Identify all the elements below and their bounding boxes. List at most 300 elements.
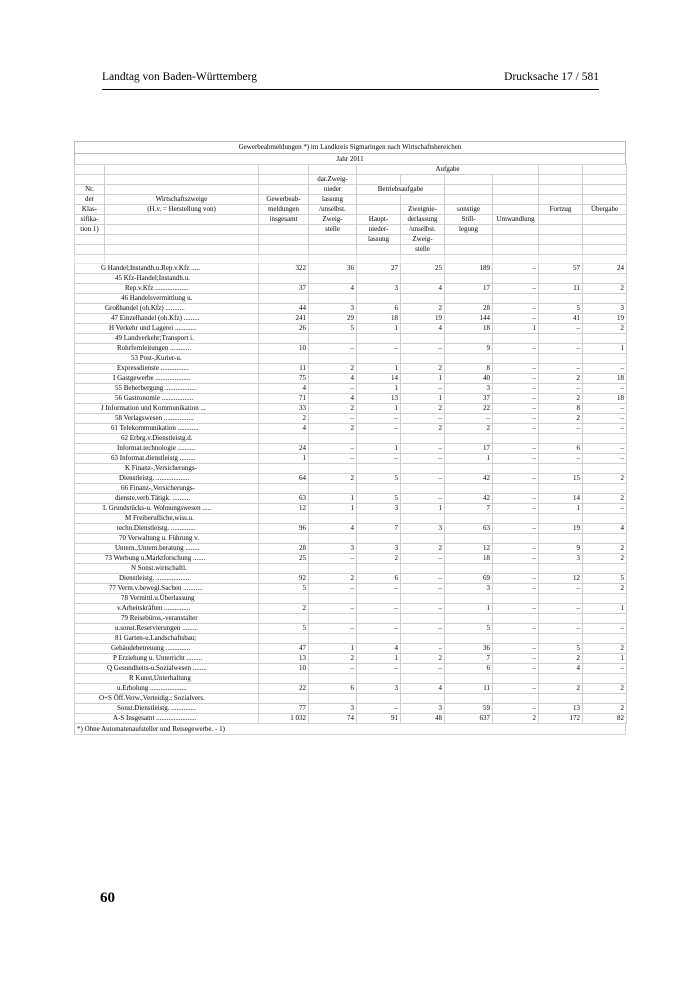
row-value xyxy=(583,434,627,444)
row-value: – xyxy=(539,344,583,354)
row-value: 2 xyxy=(583,544,627,554)
row-value: 77 xyxy=(259,704,309,714)
table-row xyxy=(75,344,627,354)
row-value xyxy=(539,594,583,604)
table-row xyxy=(75,464,627,474)
row-label: 49 Landverkehr;Transport i. xyxy=(75,334,259,344)
row-value: – xyxy=(309,604,357,614)
row-value xyxy=(259,334,309,344)
table-row xyxy=(75,354,627,364)
row-value xyxy=(357,434,401,444)
row-value: 24 xyxy=(583,264,627,274)
row-value: 36 xyxy=(309,264,357,274)
row-value: – xyxy=(493,284,539,294)
row-value xyxy=(401,434,445,444)
row-value: 12 xyxy=(445,544,493,554)
row-value: 2 xyxy=(583,684,627,694)
row-value: 6 xyxy=(539,444,583,454)
row-value: 2 xyxy=(309,474,357,484)
row-value: 22 xyxy=(259,684,309,694)
table-row xyxy=(75,274,627,284)
row-value xyxy=(309,434,357,444)
row-value: – xyxy=(309,344,357,354)
row-value: 2 xyxy=(539,654,583,664)
row-value xyxy=(539,434,583,444)
header-dar-4: /unselbst. xyxy=(309,205,357,215)
row-value xyxy=(583,334,627,344)
row-value xyxy=(445,354,493,364)
row-value xyxy=(493,694,539,704)
row-value: 1 xyxy=(401,374,445,384)
row-value xyxy=(309,514,357,524)
row-value: – xyxy=(539,384,583,394)
table-row xyxy=(75,624,627,634)
row-value: 17 xyxy=(445,444,493,454)
header-haupt-1: Haupt- xyxy=(357,215,401,225)
row-value xyxy=(357,534,401,544)
table-footnote: *) Ohne Automatenaufsteller und Reisegewerbe. - 1) xyxy=(74,724,626,735)
row-value: 33 xyxy=(259,404,309,414)
row-value xyxy=(309,294,357,304)
row-value xyxy=(259,534,309,544)
row-value: 1 xyxy=(357,364,401,374)
row-value: 10 xyxy=(259,344,309,354)
row-value xyxy=(401,674,445,684)
row-value: – xyxy=(583,404,627,414)
row-value: 6 xyxy=(445,664,493,674)
row-value: – xyxy=(401,454,445,464)
row-value xyxy=(583,274,627,284)
row-value: 41 xyxy=(539,314,583,324)
row-value: 3 xyxy=(539,554,583,564)
row-value: – xyxy=(401,624,445,634)
row-value xyxy=(445,294,493,304)
row-value: 2 xyxy=(583,554,627,564)
row-label: 79 Reisebüros,-veranstalter xyxy=(75,614,259,624)
row-value: 11 xyxy=(539,284,583,294)
row-value xyxy=(259,434,309,444)
table-row xyxy=(75,554,627,564)
table-row xyxy=(75,594,627,604)
row-value xyxy=(583,694,627,704)
row-value: 1 xyxy=(493,324,539,334)
row-label: Q Gesundheits-u.Sozialwesen ........ xyxy=(75,664,259,674)
row-value: 19 xyxy=(583,314,627,324)
row-value xyxy=(445,614,493,624)
row-value xyxy=(309,634,357,644)
row-label: G Handel;Instandh.u.Rep.v.Kfz ..... xyxy=(75,264,259,274)
row-value: – xyxy=(493,554,539,564)
row-value: 2 xyxy=(583,474,627,484)
page-number: 60 xyxy=(100,890,115,906)
row-value: 40 xyxy=(445,374,493,384)
row-value: 2 xyxy=(539,374,583,384)
row-value: 1 xyxy=(357,654,401,664)
table-row xyxy=(75,674,627,684)
row-value: 44 xyxy=(259,304,309,314)
row-value: – xyxy=(493,624,539,634)
row-value: 29 xyxy=(309,314,357,324)
row-value: 15 xyxy=(539,474,583,484)
row-value: – xyxy=(401,574,445,584)
row-label: Rohrfernleitungen ............ xyxy=(75,344,259,354)
row-value xyxy=(401,614,445,624)
row-value: – xyxy=(493,494,539,504)
row-value: – xyxy=(493,654,539,664)
row-value: 22 xyxy=(445,404,493,414)
row-value: 2 xyxy=(493,714,539,724)
row-value: – xyxy=(401,414,445,424)
row-value: – xyxy=(539,364,583,374)
row-value xyxy=(357,514,401,524)
row-value: 64 xyxy=(259,474,309,484)
row-value: 14 xyxy=(539,494,583,504)
row-value: – xyxy=(309,584,357,594)
row-value xyxy=(493,514,539,524)
row-value xyxy=(493,534,539,544)
header-dar-3: lassung xyxy=(309,195,357,205)
row-value xyxy=(493,634,539,644)
row-value: – xyxy=(493,444,539,454)
row-value: 189 xyxy=(445,264,493,274)
row-value xyxy=(259,514,309,524)
row-value: – xyxy=(493,684,539,694)
row-value xyxy=(539,674,583,684)
row-value xyxy=(401,274,445,284)
table-row xyxy=(75,494,627,504)
table-row xyxy=(75,504,627,514)
row-value: – xyxy=(401,604,445,614)
row-value: – xyxy=(401,444,445,454)
row-value: – xyxy=(493,454,539,464)
row-value: 47 xyxy=(259,644,309,654)
row-value xyxy=(445,534,493,544)
row-value: 1 xyxy=(583,654,627,664)
row-value: 5 xyxy=(259,584,309,594)
row-value: 5 xyxy=(357,494,401,504)
row-value: – xyxy=(583,624,627,634)
row-value: 1 xyxy=(357,404,401,414)
table-body xyxy=(75,264,627,724)
row-value xyxy=(357,674,401,684)
row-value: 57 xyxy=(539,264,583,274)
row-value: 1 xyxy=(583,344,627,354)
row-value: 13 xyxy=(259,654,309,664)
row-value xyxy=(309,614,357,624)
row-value: – xyxy=(357,704,401,714)
row-value: 3 xyxy=(401,524,445,534)
row-label: 62 Erbrg.v.Dienstleistg.d. xyxy=(75,434,259,444)
row-value xyxy=(583,354,627,364)
row-value: 5 xyxy=(259,624,309,634)
row-value xyxy=(309,274,357,284)
row-value: 2 xyxy=(539,394,583,404)
table-row xyxy=(75,284,627,294)
row-value: 4 xyxy=(357,644,401,654)
row-label: u.Erholung ..................... xyxy=(75,684,259,694)
header-gew-3: insgesamt xyxy=(259,215,309,225)
row-value: – xyxy=(493,504,539,514)
row-value: 2 xyxy=(401,544,445,554)
row-value: 3 xyxy=(309,704,357,714)
table-row xyxy=(75,394,627,404)
row-label: dienste,verb.Tätigk. .......... xyxy=(75,494,259,504)
row-value xyxy=(539,694,583,704)
row-value xyxy=(445,274,493,284)
row-label: N Sonst.wirtschaftl. xyxy=(75,564,259,574)
row-value xyxy=(583,564,627,574)
row-value: – xyxy=(309,664,357,674)
header-right: Drucksache 17 / 581 xyxy=(504,71,599,83)
row-value: 74 xyxy=(309,714,357,724)
table-row xyxy=(75,584,627,594)
row-value: – xyxy=(493,404,539,414)
table-row xyxy=(75,664,627,674)
row-value: – xyxy=(583,664,627,674)
row-value: 4 xyxy=(539,664,583,674)
row-value: – xyxy=(309,624,357,634)
row-label: Sonst.Dienstleistg. .............. xyxy=(75,704,259,714)
row-label: P Erziehung u. Unterricht ......... xyxy=(75,654,259,664)
row-value xyxy=(401,464,445,474)
row-value: 14 xyxy=(357,374,401,384)
row-value: 71 xyxy=(259,394,309,404)
row-value: 12 xyxy=(259,504,309,514)
row-value: – xyxy=(445,414,493,424)
row-value: 4 xyxy=(309,374,357,384)
row-label: Expressdienste ................ xyxy=(75,364,259,374)
row-value: 3 xyxy=(357,504,401,514)
row-value: 37 xyxy=(259,284,309,294)
row-label: v.Arbeitskräften ............... xyxy=(75,604,259,614)
row-value xyxy=(259,694,309,704)
row-value: 2 xyxy=(583,704,627,714)
row-value xyxy=(493,464,539,474)
row-value: 3 xyxy=(445,584,493,594)
row-value: – xyxy=(357,414,401,424)
row-value: 6 xyxy=(309,684,357,694)
row-value xyxy=(583,594,627,604)
row-value: 63 xyxy=(259,494,309,504)
row-value: 3 xyxy=(357,284,401,294)
row-value: 3 xyxy=(309,304,357,314)
row-value xyxy=(401,334,445,344)
row-value: 75 xyxy=(259,374,309,384)
row-value: 1 xyxy=(357,384,401,394)
row-value: – xyxy=(493,374,539,384)
row-value xyxy=(357,634,401,644)
row-value: – xyxy=(309,384,357,394)
header-zweig-5: stelle xyxy=(401,245,445,255)
row-value xyxy=(309,674,357,684)
table-row xyxy=(75,484,627,494)
row-value: 1 xyxy=(539,504,583,514)
row-value: 2 xyxy=(309,654,357,664)
row-label: J Information und Kommunikation ... xyxy=(75,404,259,414)
row-label: Dienstleistg. ................... xyxy=(75,574,259,584)
row-value xyxy=(357,484,401,494)
row-value: – xyxy=(401,474,445,484)
row-value xyxy=(493,484,539,494)
table-row xyxy=(75,444,627,454)
row-value: 6 xyxy=(357,304,401,314)
row-value: 11 xyxy=(445,684,493,694)
table-row xyxy=(75,514,627,524)
row-value: – xyxy=(493,384,539,394)
table-row xyxy=(75,424,627,434)
row-label: 45 Kfz-Handel;Instandh.u. xyxy=(75,274,259,284)
row-value: 4 xyxy=(309,394,357,404)
row-value: – xyxy=(357,424,401,434)
row-value: 1 xyxy=(357,444,401,454)
row-value: 27 xyxy=(357,264,401,274)
row-value: – xyxy=(401,644,445,654)
header-gew-2: meldungen xyxy=(259,205,309,215)
row-value: 4 xyxy=(259,424,309,434)
row-value: 144 xyxy=(445,314,493,324)
row-value: 6 xyxy=(357,574,401,584)
row-value: 1 xyxy=(401,394,445,404)
row-value: – xyxy=(493,604,539,614)
row-value: 13 xyxy=(357,394,401,404)
row-value xyxy=(259,274,309,284)
row-value: 1 xyxy=(309,504,357,514)
row-label: Gebäudebetreuung .............. xyxy=(75,644,259,654)
row-value xyxy=(583,484,627,494)
row-label: A-S Insgesamt ....................... xyxy=(75,714,259,724)
header-left: Landtag von Baden-Württemberg xyxy=(102,71,257,83)
row-value xyxy=(583,674,627,684)
row-value: 3 xyxy=(309,544,357,554)
row-value xyxy=(539,354,583,364)
row-value xyxy=(357,354,401,364)
row-value: 63 xyxy=(445,524,493,534)
row-value: 1 xyxy=(583,604,627,614)
row-value: – xyxy=(493,314,539,324)
statistics-table xyxy=(74,141,626,735)
row-value: – xyxy=(309,454,357,464)
header-wz-2: (H.v. = Herstellung von) xyxy=(105,205,259,215)
table-row xyxy=(75,614,627,624)
row-value xyxy=(357,564,401,574)
row-value: – xyxy=(493,474,539,484)
row-value: 26 xyxy=(259,324,309,334)
row-label: 46 Handelsvermittlung u. xyxy=(75,294,259,304)
table-row xyxy=(75,314,627,324)
row-value: – xyxy=(493,364,539,374)
row-value: 4 xyxy=(583,524,627,534)
row-value: 3 xyxy=(357,684,401,694)
row-value: – xyxy=(309,554,357,564)
row-value xyxy=(445,694,493,704)
row-value xyxy=(401,484,445,494)
table-row xyxy=(75,704,627,714)
row-value xyxy=(259,564,309,574)
row-value: – xyxy=(493,704,539,714)
row-label: R Kunst,Unterhaltung xyxy=(75,674,259,684)
row-value xyxy=(583,514,627,524)
row-value: – xyxy=(583,424,627,434)
row-label: 78 Vermittl.u.Überlassung xyxy=(75,594,259,604)
row-value: 96 xyxy=(259,524,309,534)
row-value: 18 xyxy=(445,554,493,564)
row-value: – xyxy=(539,424,583,434)
row-value: 4 xyxy=(401,324,445,334)
row-value xyxy=(401,634,445,644)
header-nr-3: Klas- xyxy=(75,205,105,215)
row-value xyxy=(445,484,493,494)
row-value: 36 xyxy=(445,644,493,654)
row-value: – xyxy=(493,304,539,314)
row-value xyxy=(445,674,493,684)
row-value: 3 xyxy=(583,304,627,314)
row-value: 82 xyxy=(583,714,627,724)
row-value: 2 xyxy=(357,554,401,564)
row-value xyxy=(445,514,493,524)
row-value: 11 xyxy=(259,364,309,374)
data-table xyxy=(74,164,627,724)
row-label: 47 Einzelhandel (oh.Kfz) ......... xyxy=(75,314,259,324)
row-value xyxy=(445,334,493,344)
row-value xyxy=(259,594,309,604)
table-row xyxy=(75,434,627,444)
row-value: 2 xyxy=(583,494,627,504)
row-value xyxy=(309,354,357,364)
row-value: 2 xyxy=(259,414,309,424)
row-value: 19 xyxy=(401,314,445,324)
row-value: 18 xyxy=(583,394,627,404)
header-gew-1: Gewerbeab- xyxy=(259,195,309,205)
row-value xyxy=(259,354,309,364)
row-value: 7 xyxy=(445,654,493,664)
row-value: 25 xyxy=(401,264,445,274)
row-value: 5 xyxy=(357,474,401,484)
header-dar-1: dar.Zweig- xyxy=(309,175,357,185)
row-value: 2 xyxy=(309,424,357,434)
row-value: 2 xyxy=(401,424,445,434)
row-value xyxy=(493,594,539,604)
row-label: Dienstleistg. ................... xyxy=(75,474,259,484)
row-value xyxy=(309,484,357,494)
row-value: 1 032 xyxy=(259,714,309,724)
row-value xyxy=(259,614,309,624)
row-value xyxy=(493,334,539,344)
header-nr-2: der xyxy=(75,195,105,205)
row-value xyxy=(357,694,401,704)
row-value: 4 xyxy=(259,384,309,394)
table-row xyxy=(75,334,627,344)
row-value xyxy=(401,294,445,304)
row-value: 2 xyxy=(401,304,445,314)
row-value: 8 xyxy=(539,404,583,414)
row-value: – xyxy=(493,264,539,274)
row-value: – xyxy=(357,604,401,614)
row-value: – xyxy=(401,554,445,564)
row-value: 4 xyxy=(401,684,445,694)
row-value xyxy=(539,484,583,494)
table-header xyxy=(75,165,627,264)
row-value: 13 xyxy=(539,704,583,714)
table-row xyxy=(75,324,627,334)
row-label: 55 Beherbergung .................. xyxy=(75,384,259,394)
row-value: – xyxy=(539,624,583,634)
header-zweig-2: derlassung xyxy=(401,215,445,225)
row-label: O+S Öff.Verw.,Verteidig.; Sozialvers. xyxy=(75,694,259,704)
row-value xyxy=(357,464,401,474)
row-value xyxy=(539,634,583,644)
row-value xyxy=(493,674,539,684)
row-label: 53 Post-,Kurier-u. xyxy=(75,354,259,364)
